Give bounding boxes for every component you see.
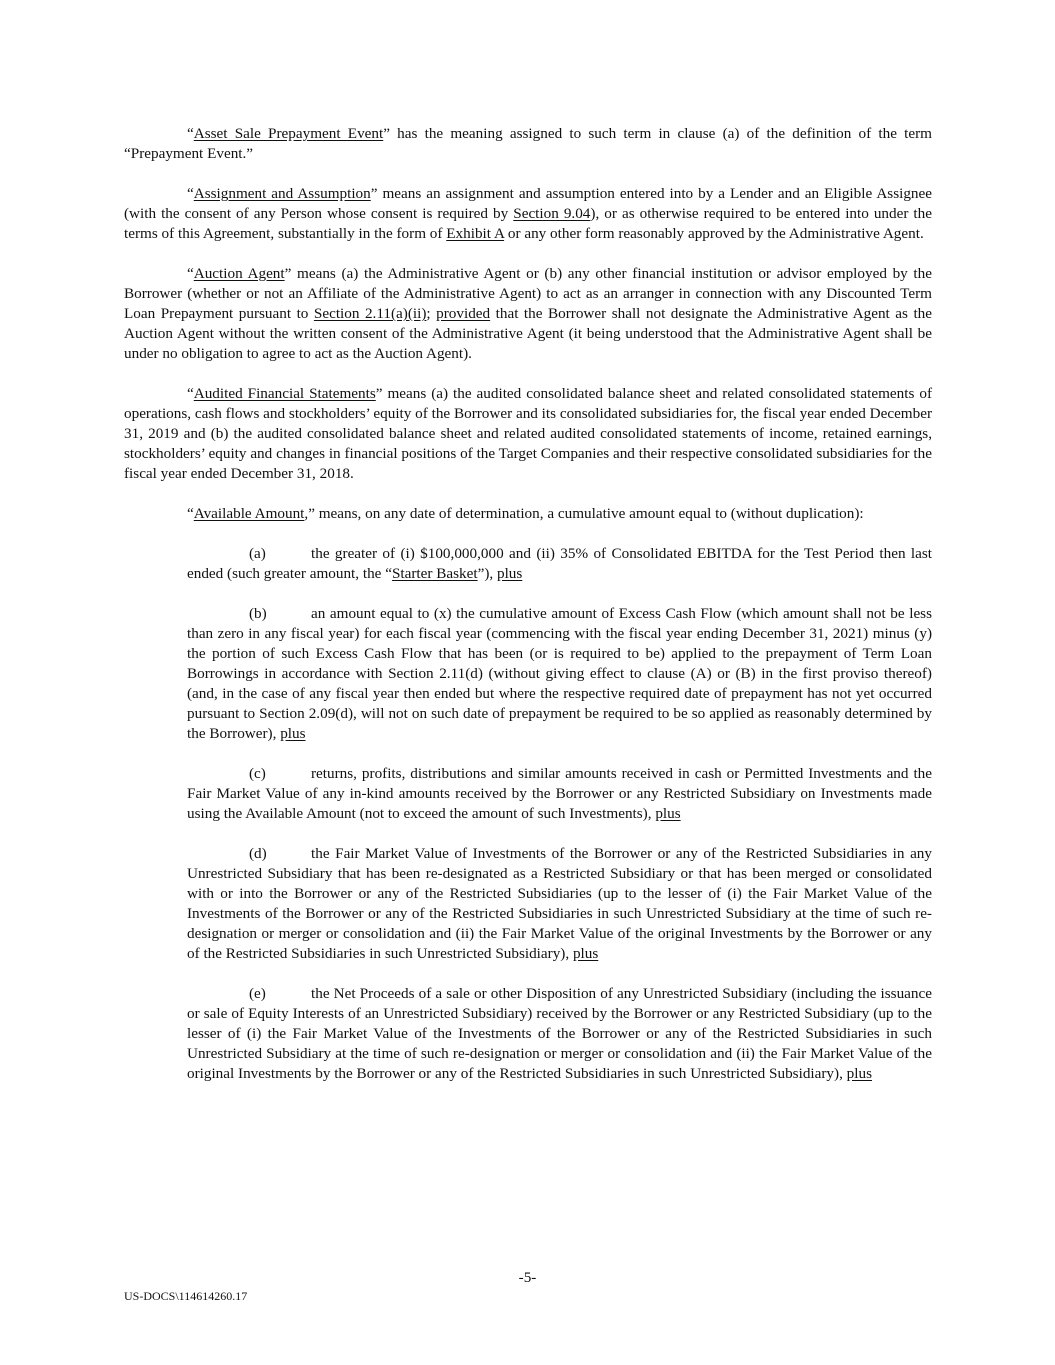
defined-term: Audited Financial Statements [193, 385, 376, 402]
plus-connector: plus [846, 1065, 872, 1082]
plus-connector: plus [655, 805, 681, 822]
defined-term: Available Amount [193, 505, 305, 522]
clause-label: (a) [249, 545, 266, 562]
proviso-term: provided [436, 305, 491, 322]
clause-label: (c) [249, 765, 266, 782]
definition-assignment-and-assumption: “Assignment and Assumption” means an assignment and assumption entered into by a Lender and an Eligible Assignee (with the consent of any Person whose consent is required by Section 9.04), or as otherwise required to be entered into under the terms of this Agreement, substantially in the form of Exhibit A or any other form reasonably approved by the Administrative Agent. [124, 185, 932, 242]
exhibit-reference: Exhibit A [446, 225, 505, 242]
clause-e: (e) the Net Proceeds of a sale or other Disposition of any Unrestricted Subsidiary (including the issuance or sale of Equity Interests of an Unrestricted Subsidiary) received by the Borrower or any Restricted Subsidiary (up to the lesser of (i) the Fair Market Value of the Investments of the Borrower or any of the Restricted Subsidiaries in such Unrestricted Subsidiary at the time of such re-designation or merger or consolidation and (ii) the Fair Market Value of the original Investments by the Borrower or any of the Restricted Subsidiaries in such Unrestricted Subsidiary), plus [187, 985, 932, 1082]
document-id: US-DOCS\114614260.17 [124, 1289, 248, 1303]
clause-b: (b) an amount equal to (x) the cumulative amount of Excess Cash Flow (which amount shall not be less than zero in any fiscal year) for each fiscal year (commencing with the fiscal year ending December 31, 2021) minus (y) the portion of such Excess Cash Flow that has been (or is required to be) applied to the prepayment of Term Loan Borrowings in accordance with Section 2.11(d) (without giving effect to clause (A) or (B) in the first proviso thereof) (and, in the case of any fiscal year then ended but where the respective required date of prepayment has not yet occurred pursuant to Section 2.09(d), will not on such date of prepayment be required to be so applied as reasonably determined by the Borrower), plus [187, 605, 932, 742]
definition-audited-financial-statements: “Audited Financial Statements” means (a) the audited consolidated balance sheet and related consolidated statements of operations, cash flows and stockholders’ equity of the Borrower and its consolidated subsidiaries for, the fiscal year ended December 31, 2019 and (b) the audited consolidated balance sheet and related audited consolidated statements of income, retained earnings, stockholders’ equity and changes in financial positions of the Target Companies and their respective consolidated subsidiaries for the fiscal year ended December 31, 2018. [124, 385, 933, 482]
clause-c: (c) returns, profits, distributions and similar amounts received in cash or Permitted Investments and the Fair Market Value of any in-kind amounts received by the Borrower or any Restricted Subsidiary on Investments made using the Available Amount (not to exceed the amount of such Investments), plus [187, 765, 932, 822]
defined-term: Auction Agent [193, 265, 285, 282]
clause-label: (e) [249, 985, 266, 1002]
plus-connector: plus [572, 945, 599, 962]
plus-connector: plus [496, 565, 523, 582]
clause-label: (d) [249, 845, 267, 862]
page-number: -5- [518, 1269, 537, 1286]
defined-term: Asset Sale Prepayment Event [193, 125, 384, 142]
clause-d: (d) the Fair Market Value of Investments of the Borrower or any of the Restricted Subsidiaries in any Unrestricted Subsidiary that has been re-designated as a Restricted Subsidiary or that has been merged or consolidated with or into the Borrower or any of the Restricted Subsidiaries (up to the lesser of (i) the Fair Market Value of the Investments of the Borrower or any of the Restricted Subsidiaries in such Unrestricted Subsidiary at the time of such re-designation or merger or consolidation and (ii) the Fair Market Value of the original Investments by the Borrower or any of the Restricted Subsidiaries in such Unrestricted Subsidiary), plus [187, 845, 932, 962]
section-reference: Section 9.04 [513, 205, 591, 222]
document-body [124, 124, 932, 1104]
plus-connector: plus [280, 725, 306, 742]
defined-term: Starter Basket [391, 565, 478, 582]
definition-auction-agent: “Auction Agent” means (a) the Administrative Agent or (b) any other financial institution or advisor employed by the Borrower (whether or not an Affiliate of the Administrative Agent) to act as an arranger in connection with any Discounted Term Loan Prepayment pursuant to Section 2.11(a)(ii); provided that the Borrower shall not designate the Administrative Agent as the Auction Agent without the written consent of the Administrative Agent (it being understood that the Administrative Agent shall be under no obligation to agree to act as the Auction Agent). [124, 265, 933, 362]
section-reference: Section 2.11(a)(ii) [313, 305, 427, 322]
definition-asset-sale-prepayment-event: “Asset Sale Prepayment Event” has the meaning assigned to such term in clause (a) of the definition of the term “Prepayment Event.” [124, 125, 932, 162]
defined-term: Assignment and Assumption [193, 185, 371, 202]
definition-available-amount: “Available Amount,” means, on any date of determination, a cumulative amount equal to (without duplication): [187, 505, 864, 522]
clause-label: (b) [249, 605, 267, 622]
clause-a: (a) the greater of (i) $100,000,000 and (ii) 35% of Consolidated EBITDA for the Test Period then last ended (such greater amount, the “Starter Basket”), plus [187, 545, 932, 582]
